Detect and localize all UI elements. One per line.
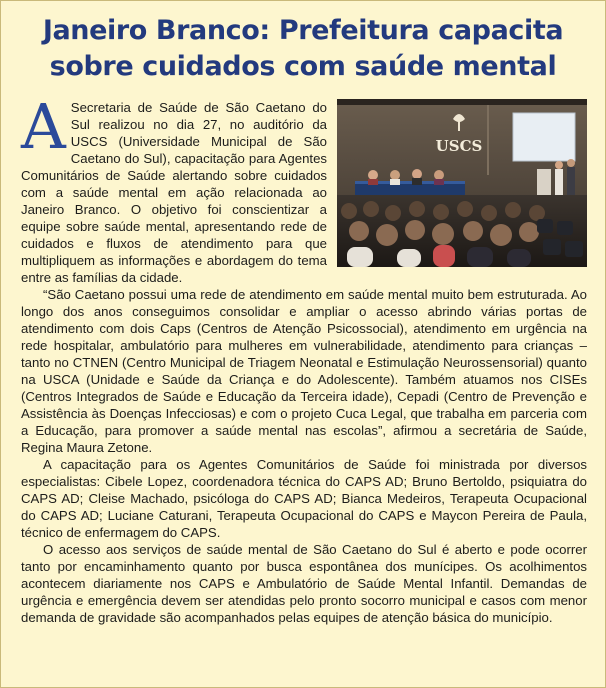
auditorium-photo-illustration [337, 99, 587, 267]
article-paragraph-2: “São Caetano possui uma rede de atendimento em saúde mental muito bem estruturada. Ao longo dos anos conseguimos consolidar e ampliar o acesso abrindo várias portas de atendimento com dois Caps (Centros de Atenção Psicossocial), atendimento em urgência na rede hospitalar, ambulatório para mulheres em vulnerabilidade, atendimento para crianças – tanto no CTNEN (Centro Municipal de Triagem Neonatal e Estimulação Neurossensorial) quanto na USCA (Unidade e Saúde da Criança e do Adolescente). Também atuamos nos CISEs (Centros Integrados de Saúde e Educação da Terceira idade), Cepadi (Centro de Prevenção e Assistência às Doenças Infecciosas) e com o projeto Cuca Legal, que trabalha em parceria com a Educação, para promover a saúde mental nas escolas”, afirmou a secretária de Saúde, Regina Maura Zetone. [21, 287, 587, 455]
headline-line-1: Janeiro Branco: Prefeitura capacita [42, 15, 564, 46]
article-body [21, 90, 587, 626]
headline-line-2: sobre cuidados com saúde mental [49, 51, 557, 82]
paragraph-1-text: Secretaria de Saúde de São Caetano do Sul realizou no dia 27, no auditório da USCS (Universidade Municipal de São Caetano do Sul), capacitação para Agentes Comunitários de Saúde alertando sobre cuidados com a saúde mental em ação relacionada ao Janeiro Branco. O objetivo foi conscientizar a equipe sobre saúde mental, apresentando rede de cuidados e fluxos de atendimento para que multipliquem as informações e abordagem do tema entre as famílias da cidade. [21, 100, 327, 285]
dropcap-letter: A [21, 90, 66, 163]
article-headline [1, 1, 605, 85]
auditorium-photo [337, 99, 587, 267]
article-paragraph-4: O acesso aos serviços de saúde mental de São Caetano do Sul é aberto e pode ocorrer tanto por encaminhamento quanto por busca espontânea dos munícipes. Os acolhimentos acontecem diariamente nos CAPS e Ambulatório de Saúde Mental Infantil. Demandas de urgência e emergência devem ser atendidas pelo pronto socorro municipal e casos com menor demanda de gravidade são acompanhados pelas equipes de atenção básica do município. [21, 542, 587, 625]
uscs-logo-text: USCS [435, 137, 483, 155]
article-paragraph-3: A capacitação para os Agentes Comunitários de Saúde foi ministrada por diversos especialistas: Cibele Lopez, coordenadora técnica do CAPS AD; Bruno Bertoldo, psiquiatra do CAPS AD; Cleise Machado, psicóloga do CAPS AD; Bianca Medeiros, Terapeuta Ocupacional do CAPS AD; Luciane Caturani, Terapeuta Ocupacional do CAPS e Maycon Pereira de Paula, técnico de enfermagem do CAPS. [21, 457, 587, 540]
